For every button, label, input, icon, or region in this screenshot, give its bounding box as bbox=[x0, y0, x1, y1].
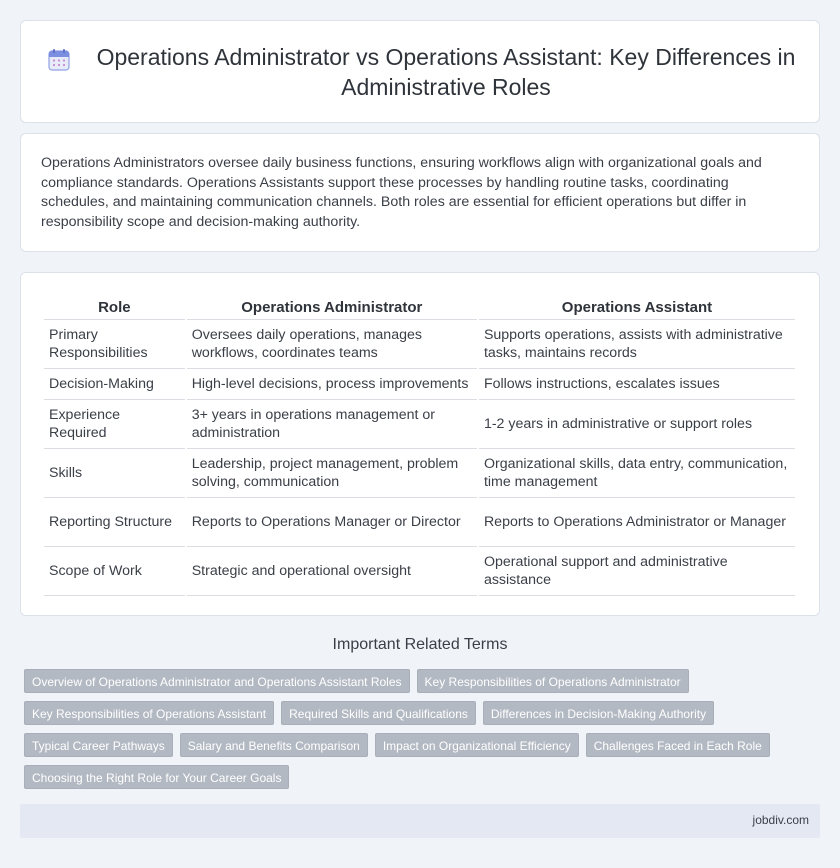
table-row bbox=[44, 547, 795, 596]
comparison-table bbox=[42, 293, 797, 596]
administrator-cell: 3+ years in operations management or administration bbox=[187, 400, 477, 449]
row-label: Skills bbox=[44, 449, 185, 498]
related-term-tag[interactable]: Impact on Organizational Efficiency bbox=[375, 733, 579, 757]
intro-paragraph: Operations Administrators oversee daily business functions, ensuring workflows align with organizational goals and compliance standards. Operations Assistants support these processes by handling routine tasks, coordinating schedules, and maintaining communication channels. Both roles are essential for efficient operations but differ in responsibility scope and decision-making authority. bbox=[41, 155, 762, 230]
table-row bbox=[44, 369, 795, 400]
assistant-cell: Supports operations, assists with administrative tasks, maintains records bbox=[479, 320, 795, 369]
administrator-cell: High-level decisions, process improvements bbox=[187, 369, 477, 400]
related-term-tag[interactable]: Differences in Decision-Making Authority bbox=[483, 701, 714, 725]
table-row bbox=[44, 498, 795, 547]
related-term-tag[interactable]: Challenges Faced in Each Role bbox=[586, 733, 770, 757]
assistant-cell: Operational support and administrative assistance bbox=[479, 547, 795, 596]
intro-card bbox=[20, 133, 820, 252]
footer bbox=[20, 804, 820, 838]
row-label: Experience Required bbox=[44, 400, 185, 449]
assistant-cell: 1-2 years in administrative or support roles bbox=[479, 400, 795, 449]
header-operations-assistant: Operations Assistant bbox=[479, 293, 795, 320]
administrator-cell: Strategic and operational oversight bbox=[187, 547, 477, 596]
footer-site-link[interactable]: jobdiv.com bbox=[752, 813, 809, 827]
related-terms-tags bbox=[24, 669, 824, 797]
comparison-table-card bbox=[20, 272, 820, 616]
table-header-row bbox=[44, 293, 795, 320]
administrator-cell: Leadership, project management, problem solving, communication bbox=[187, 449, 477, 498]
assistant-cell: Organizational skills, data entry, communication, time management bbox=[479, 449, 795, 498]
related-term-tag[interactable]: Required Skills and Qualifications bbox=[281, 701, 476, 725]
header-role: Role bbox=[44, 293, 185, 320]
administrator-cell: Reports to Operations Manager or Director bbox=[187, 498, 477, 547]
related-term-tag[interactable]: Salary and Benefits Comparison bbox=[180, 733, 368, 757]
header-card bbox=[20, 20, 820, 123]
assistant-cell: Reports to Operations Administrator or Manager bbox=[479, 498, 795, 547]
table-row bbox=[44, 400, 795, 449]
row-label: Scope of Work bbox=[44, 547, 185, 596]
related-term-tag[interactable]: Key Responsibilities of Operations Administrator bbox=[417, 669, 689, 693]
administrator-cell: Oversees daily operations, manages workflows, coordinates teams bbox=[187, 320, 477, 369]
assistant-cell: Follows instructions, escalates issues bbox=[479, 369, 795, 400]
related-term-tag[interactable]: Key Responsibilities of Operations Assistant bbox=[24, 701, 274, 725]
row-label: Reporting Structure bbox=[44, 498, 185, 547]
related-term-tag[interactable]: Choosing the Right Role for Your Career Goals bbox=[24, 765, 289, 789]
row-label: Decision-Making bbox=[44, 369, 185, 400]
table-row bbox=[44, 320, 795, 369]
row-label: Primary Responsibilities bbox=[44, 320, 185, 369]
header-operations-administrator: Operations Administrator bbox=[187, 293, 477, 320]
related-term-tag[interactable]: Typical Career Pathways bbox=[24, 733, 173, 757]
related-terms-title: Important Related Terms bbox=[332, 636, 508, 653]
page-title: Operations Administrator vs Operations Assistant: Key Differences in Administrative Roles bbox=[96, 43, 796, 100]
related-term-tag[interactable]: Overview of Operations Administrator and Operations Assistant Roles bbox=[24, 669, 410, 693]
table-row bbox=[44, 449, 795, 498]
